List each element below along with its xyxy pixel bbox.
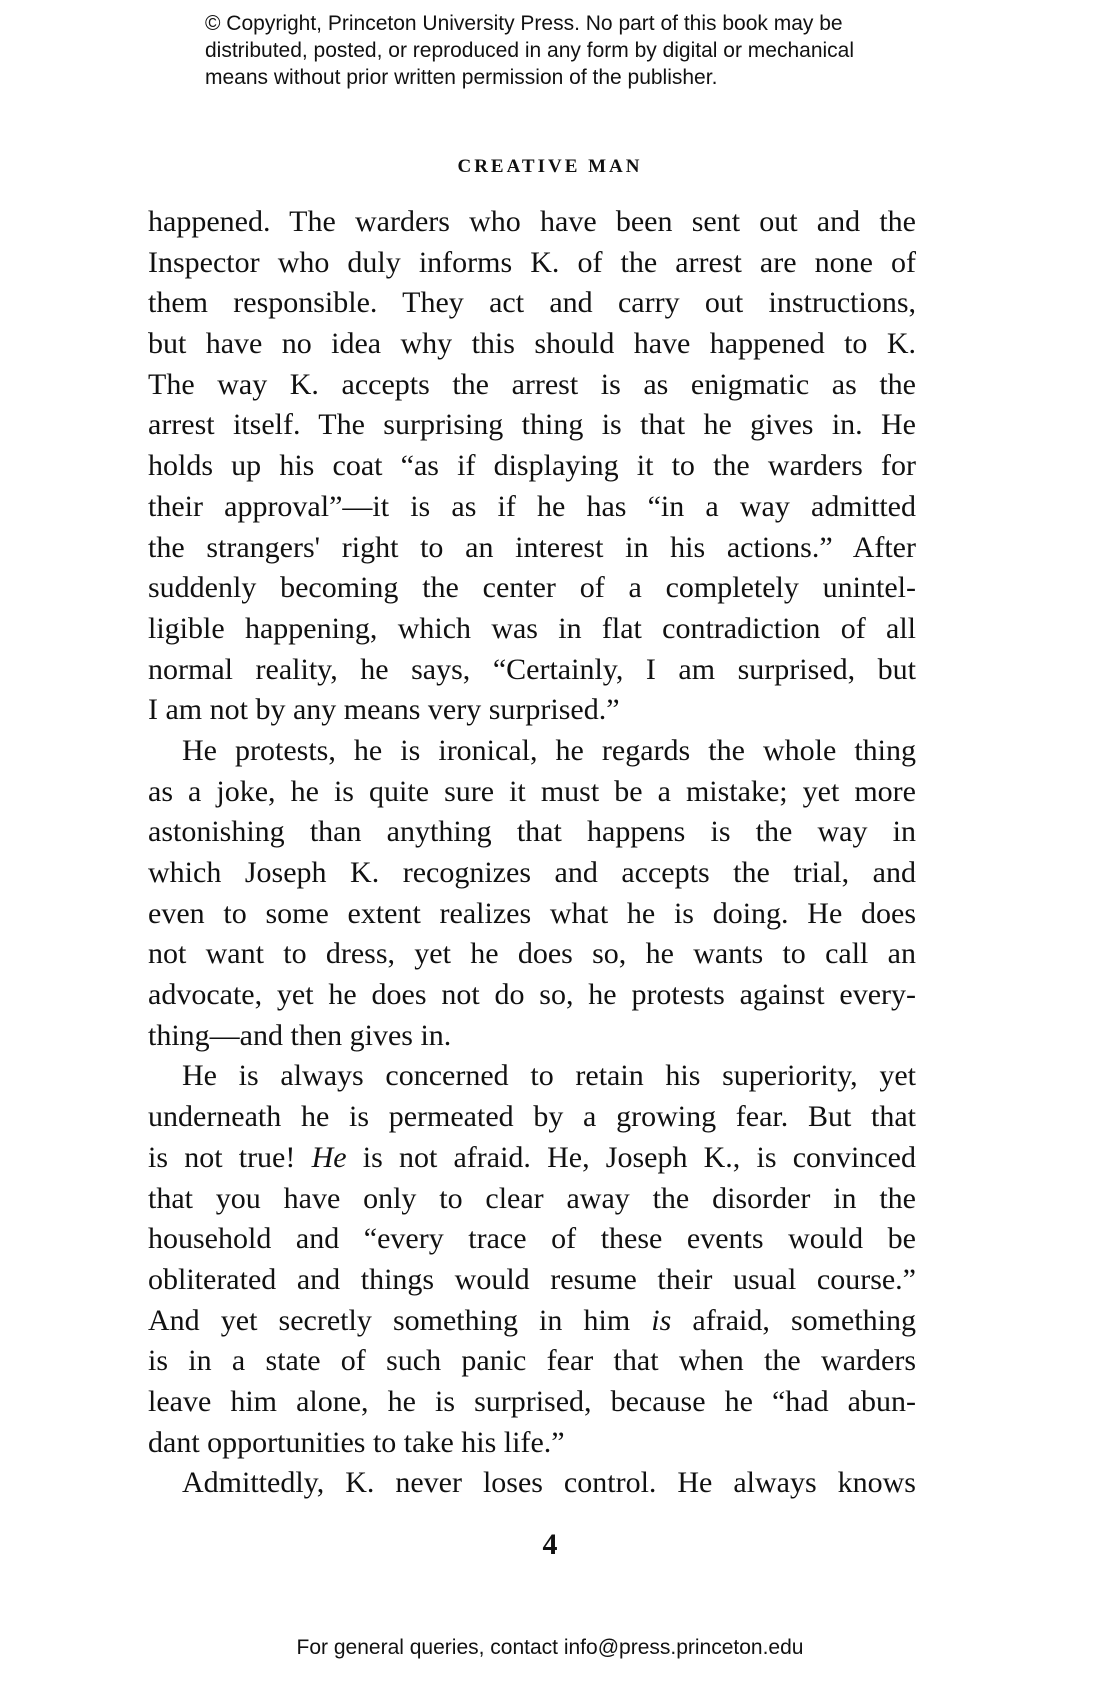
text-line: Inspector who duly informs K. of the arrest are none of	[148, 245, 916, 279]
text-line: but have no idea why this should have happened to K.	[148, 327, 916, 361]
italic-text: He	[311, 1140, 347, 1174]
paragraph	[148, 731, 916, 1057]
text-line: thing—and then gives in.	[148, 1018, 452, 1052]
copyright-line: distributed, posted, or reproduced in any form by digital or mechanical	[205, 39, 855, 62]
copyright-notice	[205, 10, 965, 91]
text-segment: And yet secretly something in him	[148, 1303, 652, 1337]
text-line: suddenly becoming the center of a completely unintel-	[148, 571, 916, 605]
text-line: leave him alone, he is surprised, because he “had abun-	[148, 1384, 916, 1418]
paragraph	[148, 202, 916, 731]
text-line: household and “every trace of these events would be	[148, 1222, 916, 1256]
text-line: advocate, yet he does not do so, he protests against every-	[148, 978, 916, 1012]
text-line: Admittedly, K. never loses control. He always knows	[182, 1466, 916, 1500]
paragraph	[148, 1056, 916, 1463]
body-text	[148, 202, 916, 1504]
text-line	[148, 1138, 916, 1179]
text-line: dant opportunities to take his life.”	[148, 1425, 565, 1459]
paragraph	[148, 1463, 916, 1504]
copyright-line: means without prior written permission of the publisher.	[205, 66, 718, 89]
text-line: happened. The warders who have been sent out and the	[148, 205, 916, 238]
text-line: arrest itself. The surprising thing is that he gives in. He	[148, 408, 916, 442]
text-line: The way K. accepts the arrest is as enigmatic as the	[148, 367, 916, 401]
copyright-line: © Copyright, Princeton University Press. No part of this book may be	[205, 12, 843, 35]
text-line: as a joke, he is quite sure it must be a mistake; yet more	[148, 774, 916, 808]
text-line: not want to dress, yet he does so, he wants to call an	[148, 937, 916, 971]
text-line	[148, 1301, 916, 1342]
text-segment: afraid, something	[671, 1303, 916, 1337]
text-line: even to some extent realizes what he is doing. He does	[148, 896, 916, 930]
text-line: ligible happening, which was in flat contradiction of all	[148, 611, 916, 645]
text-line: the strangers' right to an interest in his actions.” After	[148, 530, 916, 564]
text-line: I am not by any means very surprised.”	[148, 693, 620, 727]
text-segment: is not afraid. He, Joseph K., is convinced	[346, 1140, 916, 1174]
footer-contact: For general queries, contact info@press.princeton.edu	[296, 1636, 804, 1659]
italic-text: is	[651, 1303, 672, 1337]
text-line: normal reality, he says, “Certainly, I am surprised, but	[148, 652, 916, 686]
text-line: is in a state of such panic fear that when the warders	[148, 1344, 916, 1378]
text-line: He protests, he is ironical, he regards the whole thing	[182, 733, 916, 767]
text-line: He is always concerned to retain his superiority, yet	[182, 1059, 916, 1093]
text-line: underneath he is permeated by a growing fear. But that	[148, 1100, 916, 1134]
text-line: astonishing than anything that happens is the way in	[148, 815, 916, 849]
page-number: 4	[542, 1528, 558, 1561]
text-segment: is not true!	[148, 1140, 312, 1174]
text-line: that you have only to clear away the disorder in the	[148, 1181, 916, 1215]
text-line: obliterated and things would resume their usual course.”	[148, 1262, 916, 1296]
text-line: their approval”—it is as if he has “in a way admitted	[148, 489, 916, 523]
text-line: holds up his coat “as if displaying it to the warders for	[148, 449, 916, 483]
text-line: them responsible. They act and carry out instructions,	[148, 286, 916, 320]
running-head: CREATIVE MAN	[457, 156, 643, 177]
text-line: which Joseph K. recognizes and accepts the trial, and	[148, 856, 916, 889]
